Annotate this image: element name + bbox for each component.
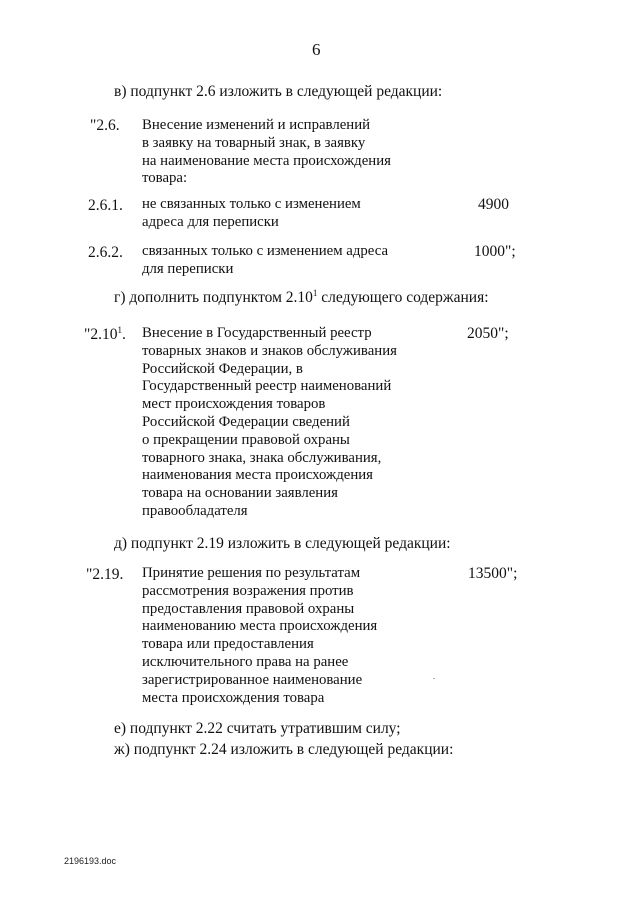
item-number-2-6: "2.6. bbox=[90, 117, 120, 134]
instruction-e: е) подпункт 2.22 считать утратившим силу; bbox=[114, 720, 401, 737]
item-description-2-6-1 bbox=[142, 196, 361, 232]
description-line: на наименование места происхождения bbox=[142, 152, 391, 169]
scan-speck bbox=[433, 678, 435, 679]
description-line: товара: bbox=[142, 170, 188, 187]
instruction-zh: ж) подпункт 2.24 изложить в следующей редакции: bbox=[114, 741, 454, 758]
description-line: адреса для переписки bbox=[142, 213, 279, 230]
item-description-2-19 bbox=[142, 565, 377, 707]
description-line: товарного знака, знака обслуживания, bbox=[142, 449, 382, 466]
fee-2-10-1: 2050"; bbox=[467, 325, 509, 342]
description-line: правообладателя bbox=[142, 502, 248, 519]
description-line: рассмотрения возражения против bbox=[142, 582, 354, 599]
instruction-g bbox=[114, 288, 489, 307]
description-line: товара или предоставления bbox=[142, 636, 314, 653]
instruction-d: д) подпункт 2.19 изложить в следующей редакции: bbox=[114, 535, 451, 552]
item-number-superscript: 1 bbox=[117, 325, 122, 335]
description-line: Российской Федерации, в bbox=[142, 360, 303, 377]
item-number-2-6-1: 2.6.1. bbox=[88, 197, 123, 214]
item-number-text: "2.10 bbox=[84, 326, 118, 343]
description-line: наименования места происхождения bbox=[142, 467, 373, 484]
instruction-g-suffix: следующего содержания: bbox=[317, 289, 489, 306]
description-line: в заявку на товарный знак, в заявку bbox=[142, 134, 366, 151]
fee-2-19: 13500"; bbox=[468, 565, 518, 582]
description-line: места происхождения товара bbox=[142, 689, 325, 706]
description-line: Внесение в Государственный реестр bbox=[142, 325, 372, 341]
fee-2-6-2: 1000"; bbox=[474, 243, 516, 260]
instruction-g-text: г) дополнить подпунктом 2.10 bbox=[114, 289, 313, 306]
item-number-2-10-1 bbox=[84, 325, 126, 344]
instruction-v: в) подпункт 2.6 изложить в следующей редакции: bbox=[114, 83, 443, 100]
footer-filename: 2196193.doc bbox=[64, 856, 117, 866]
description-line: не связанных только с изменением bbox=[142, 196, 361, 212]
description-line: мест происхождения товаров bbox=[142, 396, 326, 413]
instruction-g-superscript: 1 bbox=[312, 288, 318, 298]
description-line: связанных только с изменением адреса bbox=[142, 243, 389, 259]
description-line: товара на основании заявления bbox=[142, 485, 338, 502]
page-number: 6 bbox=[312, 40, 321, 59]
description-line: Государственный реестр наименований bbox=[142, 378, 392, 395]
description-line: наименованию места происхождения bbox=[142, 618, 378, 635]
item-description-2-6-2 bbox=[142, 243, 388, 279]
description-line: исключительного права на ранее bbox=[142, 653, 349, 670]
description-line: зарегистрированное наименование bbox=[142, 671, 363, 688]
item-number-suffix: . bbox=[121, 326, 126, 343]
item-description-2-10-1 bbox=[142, 325, 397, 521]
fee-2-6-1: 4900 bbox=[478, 196, 509, 213]
description-line: Принятие решения по результатам bbox=[142, 565, 361, 581]
description-line: предоставления правовой охраны bbox=[142, 600, 355, 617]
item-number-2-6-2: 2.6.2. bbox=[88, 244, 123, 261]
description-line: для переписки bbox=[142, 260, 234, 277]
description-line: товарных знаков и знаков обслуживания bbox=[142, 342, 397, 359]
description-line: Внесение изменений и исправлений bbox=[142, 117, 371, 133]
description-line: Российской Федерации сведений bbox=[142, 413, 350, 430]
item-description-2-6 bbox=[142, 117, 391, 188]
description-line: о прекращении правовой охраны bbox=[142, 431, 350, 448]
item-number-2-19: "2.19. bbox=[86, 566, 124, 583]
